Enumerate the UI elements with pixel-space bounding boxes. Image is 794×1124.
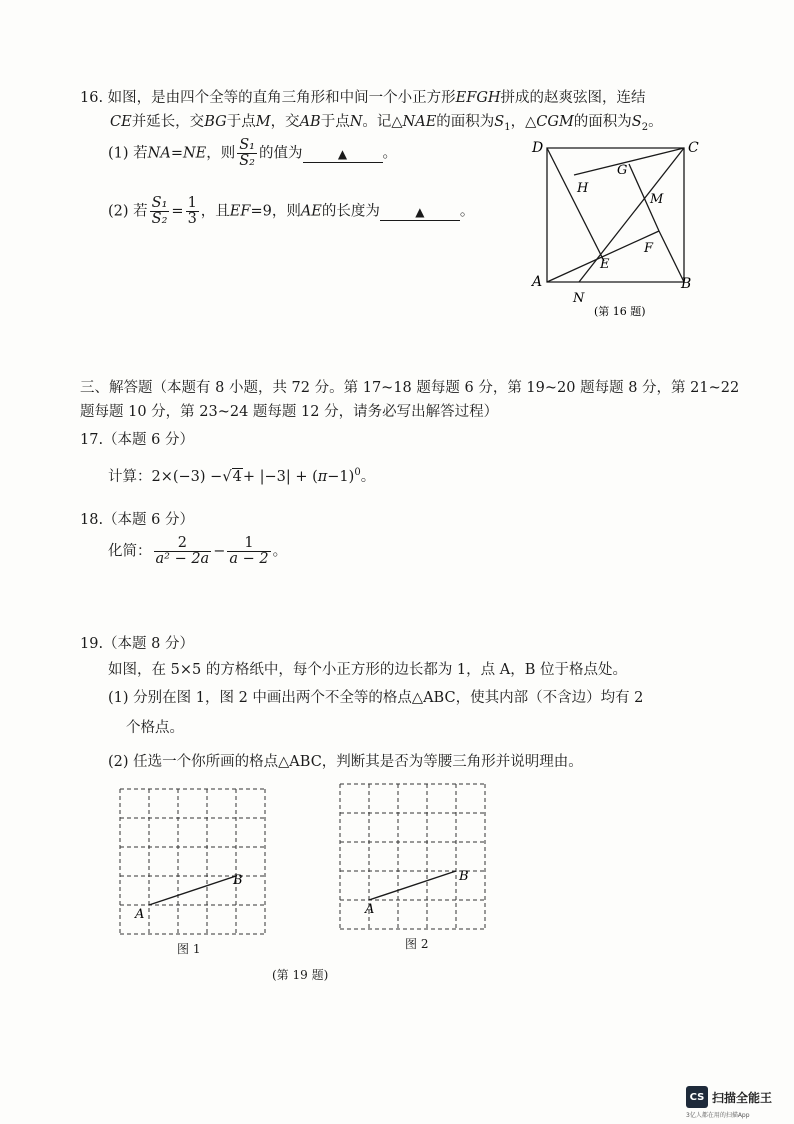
triangle-marker-icon: ▲ (337, 146, 348, 161)
frac-den: S₂ (151, 211, 168, 228)
q16-text: 拼成的赵爽弦图，连结 (500, 90, 646, 106)
q16-p1-mid: ，则 (206, 145, 236, 162)
line-b-f (659, 231, 684, 282)
q16-p2-after: 的长度为 (321, 203, 380, 220)
scanner-watermark (686, 1086, 772, 1108)
q16-p2-label: (2) 若 (108, 203, 148, 220)
q16-text: 。 (648, 114, 663, 130)
q19-intro: 如图，在 5×5 的方格纸中，每个小正方形的边长都为 1，点 A，B 位于格点处。 (108, 662, 627, 678)
q19-grid-1[interactable] (115, 785, 275, 945)
q18-expression (108, 536, 287, 567)
q16-p2-fraction (150, 196, 170, 227)
frac-num: S₁ (239, 137, 255, 153)
q16-text: ，交 (270, 114, 300, 130)
outer-square (547, 148, 684, 282)
point-a-label: A (365, 902, 375, 917)
q18-label: 化简： (108, 543, 152, 560)
q17-label: 计算： (108, 469, 152, 485)
frac-den: a − 2 (229, 551, 269, 568)
label-N: N (573, 291, 585, 306)
section3-line2: 题每题 10 分，第 23~24 题每题 12 分，请务必写出解答过程） (80, 404, 499, 420)
q16-p2-val: =9，则 (250, 203, 301, 220)
point-b-label: B (233, 873, 243, 888)
q16-part1 (108, 138, 397, 169)
q18-end: 。 (272, 543, 288, 560)
label-H: H (577, 181, 589, 196)
q16-p2-var: EF (229, 203, 251, 220)
q16-var: M (255, 114, 271, 130)
frac-num: 2 (154, 536, 212, 552)
q16-text: 于点 (320, 114, 350, 130)
q16-sub: 2 (641, 121, 649, 133)
q16-var: EFGH (455, 90, 501, 106)
label-G: G (617, 163, 628, 178)
q16-p2-ratio (186, 196, 199, 227)
q18-fraction-1 (154, 536, 212, 567)
label-B: B (681, 276, 692, 292)
q16-p1-after: 的值为 (259, 145, 303, 162)
line-d-e (547, 148, 604, 261)
q16-figure-caption: (第 16 题) (594, 305, 646, 318)
q19-grid-2[interactable] (335, 780, 495, 940)
q19-fig1-caption: 图 1 (177, 942, 201, 956)
cs-logo-icon: CS (686, 1086, 708, 1108)
q16-p2-mid: ，且 (200, 203, 230, 220)
label-E: E (600, 257, 610, 272)
q16-p1-end: 。 (382, 145, 397, 162)
q17-pi: π (317, 469, 328, 485)
q19-part2: (2) 任选一个你所画的格点△ABC，判断其是否为等腰三角形并说明理由。 (108, 754, 583, 770)
watermark-subtitle: 3亿人都在用的扫描App (686, 1112, 750, 1119)
q16-part2 (108, 196, 474, 227)
q16-var: CE (110, 114, 132, 130)
frac-num: 1 (187, 195, 197, 211)
label-M: M (650, 192, 664, 207)
q16-var: N (349, 114, 363, 130)
segment-ab (369, 871, 456, 900)
q18-fraction-2 (227, 536, 270, 567)
frac-den: a² − 2a (155, 551, 210, 568)
q17-sqrt-arg: 4 (232, 469, 242, 485)
q16-var: S (494, 114, 505, 130)
q16-var: AB (299, 114, 321, 130)
q16-p2-end: 。 (459, 203, 475, 220)
q19-part1-cont: 个格点。 (126, 720, 184, 736)
q16-p1-fraction (237, 138, 257, 169)
q17-expression: 计算：$2\times(-3) -√4+ |-3| + (\pi-1)^0$。 (108, 467, 376, 485)
point-a-label: A (135, 907, 145, 922)
frac-den: S₂ (239, 153, 255, 170)
label-C: C (688, 140, 699, 156)
line-c-h (574, 148, 684, 175)
q16-p2-eq: = (171, 203, 184, 220)
triangle-marker-icon: ▲ (415, 204, 425, 219)
q19-part1: (1) 分别在图 1，图 2 中画出两个不全等的格点△ABC，使其内部（不含边）均有 2 (108, 690, 644, 706)
q16-figure (520, 130, 720, 330)
q16-text: 并延长，交 (131, 114, 205, 130)
frac-num: 1 (227, 536, 270, 552)
q18-heading: 18.（本题 6 分） (80, 512, 195, 528)
q19-caption: (第 19 题) (272, 968, 329, 982)
q16-line1 (80, 86, 646, 107)
q16-number: 16. (80, 90, 104, 106)
point-b-label: B (459, 869, 469, 884)
q16-text: 于点 (226, 114, 256, 130)
q16-p1-cond: NA=NE (147, 145, 207, 162)
q18-minus: − (213, 543, 226, 560)
q17-end: 。 (360, 469, 376, 485)
q16-text: ，△ (510, 114, 537, 130)
q16-var: S (631, 114, 642, 130)
q17-part: −1) (327, 469, 355, 485)
watermark-name: 扫描全能王 (712, 1090, 773, 1105)
q17-part: 2×(−3) − (151, 469, 223, 485)
q16-sub: 1 (504, 121, 511, 133)
q17-part: + |−3| + ( (242, 469, 318, 485)
q16-p2-answer-blank[interactable] (380, 204, 460, 221)
segment-ab (149, 876, 236, 905)
q17-exponent: 0 (354, 467, 361, 479)
q16-text: 的面积为 (573, 114, 632, 130)
label-F: F (644, 241, 654, 256)
section3-line1: 三、解答题（本题有 8 小题，共 72 分。第 17~18 题每题 6 分，第 19~20 题每题 8 分，第 21~22 (80, 380, 740, 396)
label-A: A (532, 274, 543, 290)
q16-text: 的面积为 (436, 114, 495, 130)
q19-heading: 19.（本题 8 分） (80, 636, 195, 652)
q16-var: NAE (402, 114, 437, 130)
frac-den: 3 (187, 211, 197, 228)
q16-p2-var: AE (300, 203, 322, 220)
q16-text: 如图，是由四个全等的直角三角形和中间一个小正方形 (107, 90, 456, 106)
q16-p1-answer-blank[interactable] (303, 146, 383, 163)
label-D: D (532, 140, 544, 156)
q16-p1-label: (1) 若 (108, 145, 148, 162)
q16-var: BG (204, 114, 227, 130)
frac-num: S₁ (151, 195, 168, 211)
q16-text: 。记△ (362, 114, 403, 130)
q17-heading: 17.（本题 6 分） (80, 432, 195, 448)
q16-var: CGM (536, 114, 574, 130)
q19-fig2-caption: 图 2 (405, 937, 429, 951)
